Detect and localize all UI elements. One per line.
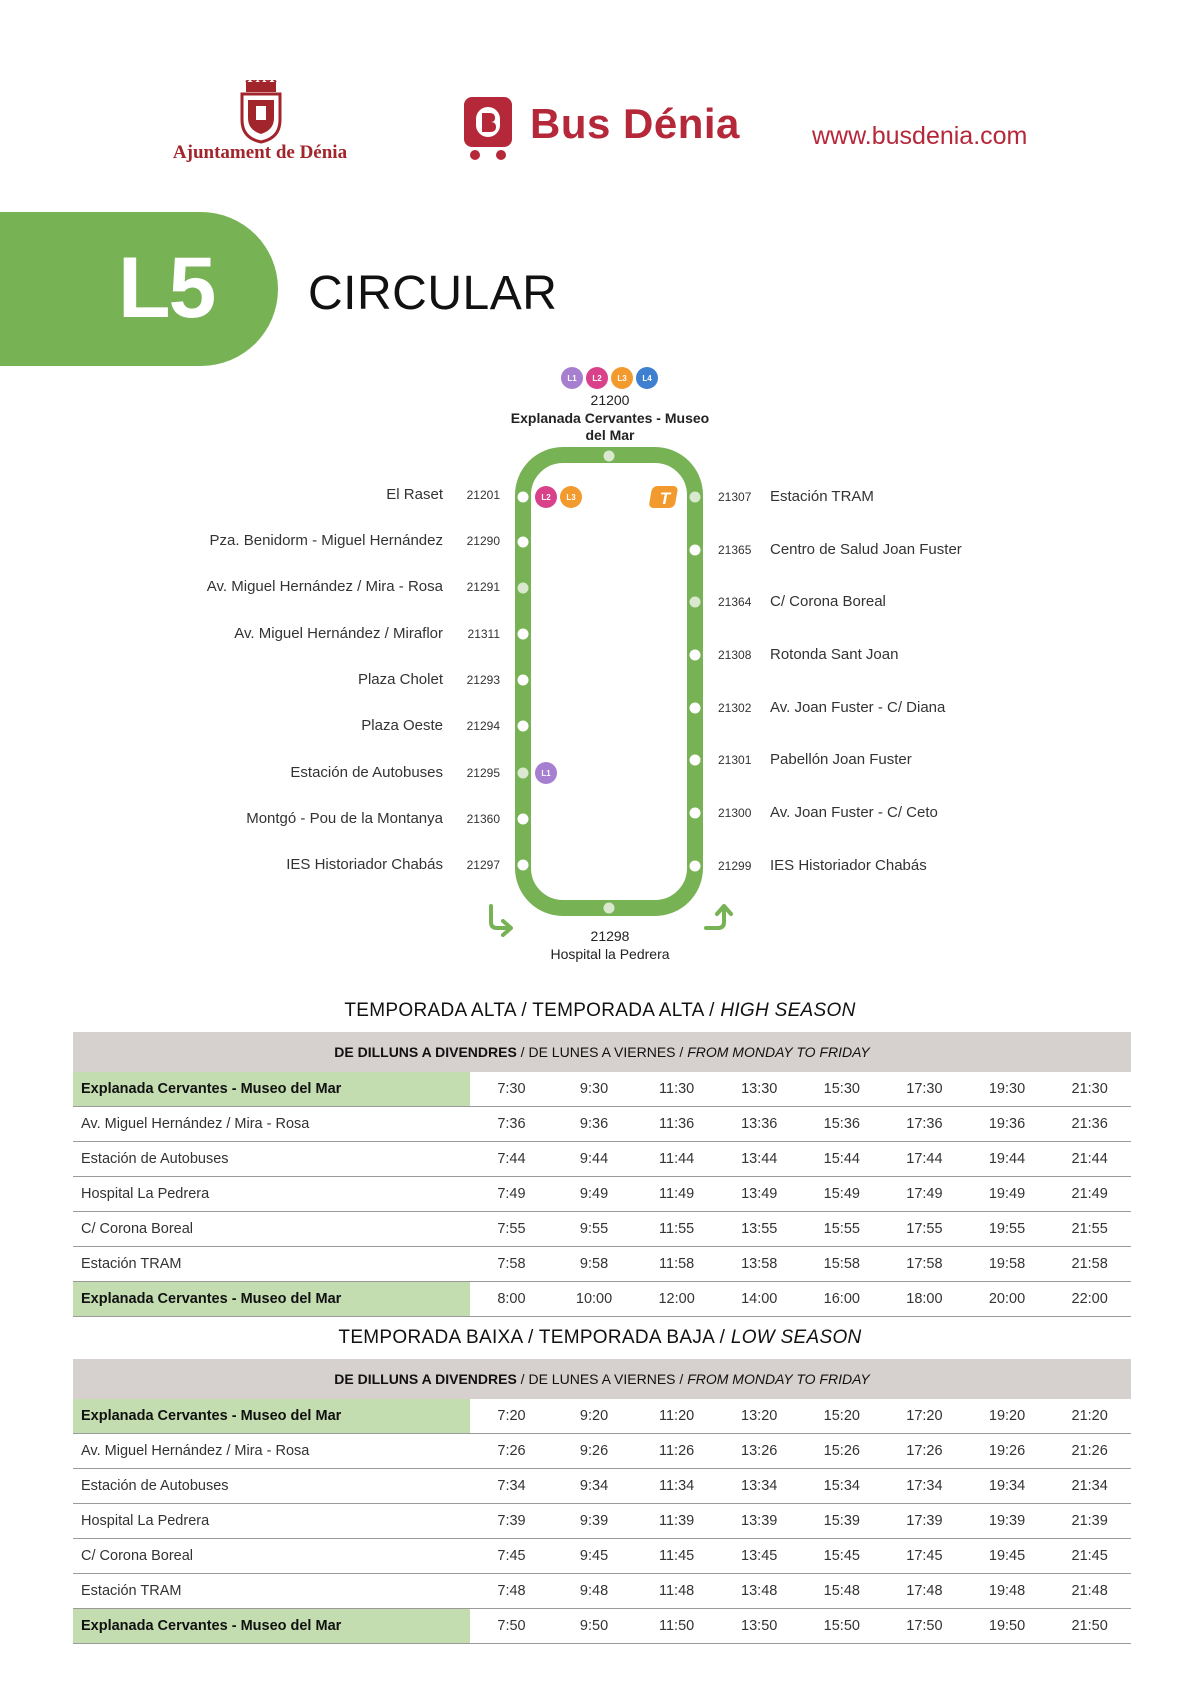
right-stop-code: 21299: [718, 859, 752, 873]
departure-time: 17:39: [883, 1504, 966, 1539]
departure-time: 17:36: [883, 1107, 966, 1142]
departure-time: 15:49: [801, 1177, 884, 1212]
bottom-stop-name: Hospital la Pedrera: [550, 946, 670, 962]
departure-time: 11:49: [635, 1177, 718, 1212]
departure-time: 19:49: [966, 1177, 1049, 1212]
left-stop-name: IES Historiador Chabás: [286, 856, 443, 873]
departure-time: 7:30: [470, 1072, 553, 1107]
right-stop-name: Av. Joan Fuster - C/ Ceto: [770, 804, 938, 821]
departure-time: 7:45: [470, 1539, 553, 1574]
departure-time: 7:44: [470, 1142, 553, 1177]
right-stop-code: 21300: [718, 806, 752, 820]
departure-time: 13:26: [718, 1434, 801, 1469]
departure-time: 19:50: [966, 1609, 1049, 1644]
right-stop-name: Centro de Salud Joan Fuster: [770, 541, 962, 558]
right-stop-code: 21308: [718, 648, 752, 662]
departure-time: 19:55: [966, 1212, 1049, 1247]
departure-time: 21:44: [1048, 1142, 1131, 1177]
departure-time: 11:45: [635, 1539, 718, 1574]
departure-time: 17:49: [883, 1177, 966, 1212]
schedule-stop-name: Hospital La Pedrera: [73, 1177, 470, 1212]
left-stop-code: 21297: [466, 858, 500, 872]
departure-time: 15:20: [801, 1399, 884, 1434]
departure-time: 17:48: [883, 1574, 966, 1609]
brand-name: Bus Dénia: [530, 100, 740, 147]
departure-time: 20:00: [966, 1282, 1049, 1317]
departure-time: 9:39: [553, 1504, 636, 1539]
departure-time: 22:00: [1048, 1282, 1131, 1317]
departure-time: 13:45: [718, 1539, 801, 1574]
schedule-row: [73, 1609, 1131, 1644]
departure-time: 19:48: [966, 1574, 1049, 1609]
schedule-stop-name: Explanada Cervantes - Museo del Mar: [73, 1399, 470, 1434]
schedule-stop-name: Explanada Cervantes - Museo del Mar: [73, 1072, 470, 1107]
departure-time: 17:50: [883, 1609, 966, 1644]
departure-time: 21:20: [1048, 1399, 1131, 1434]
departure-time: 13:30: [718, 1072, 801, 1107]
departure-time: 13:58: [718, 1247, 801, 1282]
departure-time: 15:34: [801, 1469, 884, 1504]
departure-time: 14:00: [718, 1282, 801, 1317]
badge-l1-label: L1: [567, 374, 577, 383]
svg-text:L2: L2: [541, 493, 551, 502]
right-stop-code: 21302: [718, 701, 752, 715]
left-stop-name: Av. Miguel Hernández / Mira - Rosa: [206, 578, 443, 595]
departure-time: 15:36: [801, 1107, 884, 1142]
departure-time: 19:45: [966, 1539, 1049, 1574]
schedule-row: [73, 1504, 1131, 1539]
departure-time: 17:55: [883, 1212, 966, 1247]
departure-time: 9:58: [553, 1247, 636, 1282]
left-stop-code: 21360: [466, 812, 500, 826]
departure-time: 19:44: [966, 1142, 1049, 1177]
top-stop-code: 21200: [590, 392, 630, 408]
schedule-stop-name: Estación de Autobuses: [73, 1469, 470, 1504]
departure-time: 7:49: [470, 1177, 553, 1212]
badge-l3-label: L3: [617, 374, 627, 383]
left-stop-name: Montgó - Pou de la Montanya: [246, 810, 443, 827]
left-stop-name: Plaza Cholet: [357, 671, 443, 688]
schedule-stop-name: Explanada Cervantes - Museo del Mar: [73, 1609, 470, 1644]
low-season-table: [73, 1359, 1131, 1644]
departure-time: 15:26: [801, 1434, 884, 1469]
departure-time: 19:58: [966, 1247, 1049, 1282]
departure-time: 7:48: [470, 1574, 553, 1609]
badge-l2-label: L2: [592, 374, 602, 383]
right-stop-name: IES Historiador Chabás: [770, 857, 927, 874]
departure-time: 19:36: [966, 1107, 1049, 1142]
departure-time: 13:44: [718, 1142, 801, 1177]
website-link[interactable]: www.busdenia.com: [812, 122, 1028, 150]
departure-time: 11:50: [635, 1609, 718, 1644]
right-stop-name: C/ Corona Boreal: [770, 593, 886, 610]
departure-time: 13:36: [718, 1107, 801, 1142]
departure-time: 15:44: [801, 1142, 884, 1177]
departure-time: 17:58: [883, 1247, 966, 1282]
left-stop-code: 21201: [466, 488, 500, 502]
ajuntament-name: Ajuntament de Dénia: [172, 142, 348, 163]
schedule-row: [73, 1142, 1131, 1177]
svg-text:L3: L3: [566, 493, 576, 502]
svg-text:T: T: [659, 489, 671, 508]
departure-time: 11:36: [635, 1107, 718, 1142]
departure-time: 19:39: [966, 1504, 1049, 1539]
departure-time: 9:50: [553, 1609, 636, 1644]
departure-time: 13:48: [718, 1574, 801, 1609]
right-stop-code: 21365: [718, 543, 752, 557]
departure-time: 18:00: [883, 1282, 966, 1317]
svg-text:L1: L1: [541, 769, 551, 778]
departure-time: 7:26: [470, 1434, 553, 1469]
departure-time: 10:00: [553, 1282, 636, 1317]
left-stop-code: 21294: [466, 719, 500, 733]
connection-badges-top: [561, 367, 658, 389]
departure-time: 13:55: [718, 1212, 801, 1247]
departure-time: 11:44: [635, 1142, 718, 1177]
departure-time: 21:58: [1048, 1247, 1131, 1282]
departure-time: 9:44: [553, 1142, 636, 1177]
route-loop: [523, 455, 695, 908]
right-stop-code: 21364: [718, 595, 752, 609]
right-stop-name: Estación TRAM: [770, 488, 874, 505]
direction-arrow-right-icon: [706, 906, 731, 928]
schedule-stop-name: Explanada Cervantes - Museo del Mar: [73, 1282, 470, 1317]
left-stop-code: 21290: [466, 534, 500, 548]
departure-time: 7:20: [470, 1399, 553, 1434]
departure-time: 15:45: [801, 1539, 884, 1574]
departure-time: 17:44: [883, 1142, 966, 1177]
departure-time: 17:20: [883, 1399, 966, 1434]
left-stop-name: El Raset: [386, 486, 443, 503]
schedule-row: [73, 1177, 1131, 1212]
departure-time: 21:39: [1048, 1504, 1131, 1539]
departure-time: 19:20: [966, 1399, 1049, 1434]
departure-time: 11:39: [635, 1504, 718, 1539]
departure-time: 15:58: [801, 1247, 884, 1282]
direction-arrow-left-icon: [491, 906, 511, 935]
schedule-stop-name: C/ Corona Boreal: [73, 1539, 470, 1574]
bottom-stop-code: 21298: [590, 928, 630, 944]
departure-time: 9:49: [553, 1177, 636, 1212]
schedule-row: [73, 1212, 1131, 1247]
departure-time: 15:48: [801, 1574, 884, 1609]
departure-time: 9:34: [553, 1469, 636, 1504]
left-stop-code: 21311: [467, 627, 500, 641]
left-stop-name: Estación de Autobuses: [290, 764, 443, 781]
departure-time: 21:36: [1048, 1107, 1131, 1142]
departure-time: 11:55: [635, 1212, 718, 1247]
departure-time: 13:34: [718, 1469, 801, 1504]
left-stop-code: 21295: [466, 766, 500, 780]
right-stop-name: Av. Joan Fuster - C/ Diana: [770, 699, 946, 716]
schedule-row: [73, 1469, 1131, 1504]
departure-time: 17:26: [883, 1434, 966, 1469]
departure-time: 7:34: [470, 1469, 553, 1504]
departure-time: 9:48: [553, 1574, 636, 1609]
departure-time: 15:30: [801, 1072, 884, 1107]
departure-time: 7:36: [470, 1107, 553, 1142]
stop-dot-bottom: [604, 903, 615, 914]
departure-time: 7:55: [470, 1212, 553, 1247]
high-season-days-header: DE DILLUNS A DIVENDRES / DE LUNES A VIERNES / FROM MONDAY TO FRIDAY: [73, 1032, 1131, 1072]
departure-time: 13:50: [718, 1609, 801, 1644]
departure-time: 9:26: [553, 1434, 636, 1469]
departure-time: 21:26: [1048, 1434, 1131, 1469]
departure-time: 21:45: [1048, 1539, 1131, 1574]
departure-time: 16:00: [801, 1282, 884, 1317]
left-stop-code: 21291: [466, 580, 500, 594]
schedule-stop-name: Av. Miguel Hernández / Mira - Rosa: [73, 1107, 470, 1142]
right-stop-code: 21307: [718, 490, 752, 504]
right-stop-name: Rotonda Sant Joan: [770, 646, 899, 663]
schedule-row: [73, 1434, 1131, 1469]
line-title: CIRCULAR: [308, 267, 558, 320]
departure-time: 21:48: [1048, 1574, 1131, 1609]
departure-time: 21:50: [1048, 1609, 1131, 1644]
departure-time: 9:45: [553, 1539, 636, 1574]
departure-time: 21:34: [1048, 1469, 1131, 1504]
left-stop-name: Av. Miguel Hernández / Miraflor: [234, 625, 443, 642]
high-season-table: [73, 1032, 1131, 1317]
high-season-title: TEMPORADA ALTA / TEMPORADA ALTA / HIGH SEASON: [344, 1000, 856, 1021]
departure-time: 19:26: [966, 1434, 1049, 1469]
badge-l4-label: L4: [642, 374, 652, 383]
departure-time: 11:34: [635, 1469, 718, 1504]
departure-time: 7:39: [470, 1504, 553, 1539]
departure-time: 15:39: [801, 1504, 884, 1539]
tram-icon: [648, 486, 678, 508]
schedule-stop-name: Estación de Autobuses: [73, 1142, 470, 1177]
departure-time: 13:49: [718, 1177, 801, 1212]
schedule-stop-name: C/ Corona Boreal: [73, 1212, 470, 1247]
departure-time: 17:34: [883, 1469, 966, 1504]
schedule-row: [73, 1282, 1131, 1317]
top-stop-name: Explanada Cervantes - Museo del Mar: [510, 410, 710, 443]
departure-time: 9:55: [553, 1212, 636, 1247]
departure-time: 9:20: [553, 1399, 636, 1434]
departure-time: 17:45: [883, 1539, 966, 1574]
right-stop-name: Pabellón Joan Fuster: [770, 751, 912, 768]
departure-time: 7:58: [470, 1247, 553, 1282]
departure-time: 8:00: [470, 1282, 553, 1317]
departure-time: 21:55: [1048, 1212, 1131, 1247]
departure-time: 9:36: [553, 1107, 636, 1142]
right-stop-code: 21301: [718, 753, 752, 767]
line-badge-label: L5: [118, 240, 215, 336]
departure-time: 21:30: [1048, 1072, 1131, 1107]
departure-time: 11:20: [635, 1399, 718, 1434]
departure-time: 15:50: [801, 1609, 884, 1644]
departure-time: 12:00: [635, 1282, 718, 1317]
schedule-stop-name: Av. Miguel Hernández / Mira - Rosa: [73, 1434, 470, 1469]
departure-time: 11:26: [635, 1434, 718, 1469]
schedule-row: [73, 1574, 1131, 1609]
departure-time: 11:58: [635, 1247, 718, 1282]
departure-time: 13:39: [718, 1504, 801, 1539]
schedule-stop-name: Hospital La Pedrera: [73, 1504, 470, 1539]
schedule-row: [73, 1399, 1131, 1434]
stop-dot-top: [604, 451, 615, 462]
low-season-days-header: DE DILLUNS A DIVENDRES / DE LUNES A VIERNES / FROM MONDAY TO FRIDAY: [73, 1359, 1131, 1399]
schedule-row: [73, 1247, 1131, 1282]
schedule-row: [73, 1107, 1131, 1142]
left-stop-code: 21293: [466, 673, 500, 687]
departure-time: 7:50: [470, 1609, 553, 1644]
departure-time: 17:30: [883, 1072, 966, 1107]
departure-time: 19:30: [966, 1072, 1049, 1107]
schedule-row: [73, 1072, 1131, 1107]
departure-time: 11:30: [635, 1072, 718, 1107]
departure-time: 15:55: [801, 1212, 884, 1247]
departure-time: 19:34: [966, 1469, 1049, 1504]
left-stop-name: Pza. Benidorm - Miguel Hernández: [209, 532, 443, 549]
departure-time: 13:20: [718, 1399, 801, 1434]
departure-time: 11:48: [635, 1574, 718, 1609]
departure-time: 21:49: [1048, 1177, 1131, 1212]
schedule-stop-name: Estación TRAM: [73, 1247, 470, 1282]
left-stop-name: Plaza Oeste: [361, 717, 443, 734]
low-season-title: TEMPORADA BAIXA / TEMPORADA BAJA / LOW SEASON: [338, 1327, 862, 1348]
departure-time: 9:30: [553, 1072, 636, 1107]
schedule-row: [73, 1539, 1131, 1574]
schedule-stop-name: Estación TRAM: [73, 1574, 470, 1609]
